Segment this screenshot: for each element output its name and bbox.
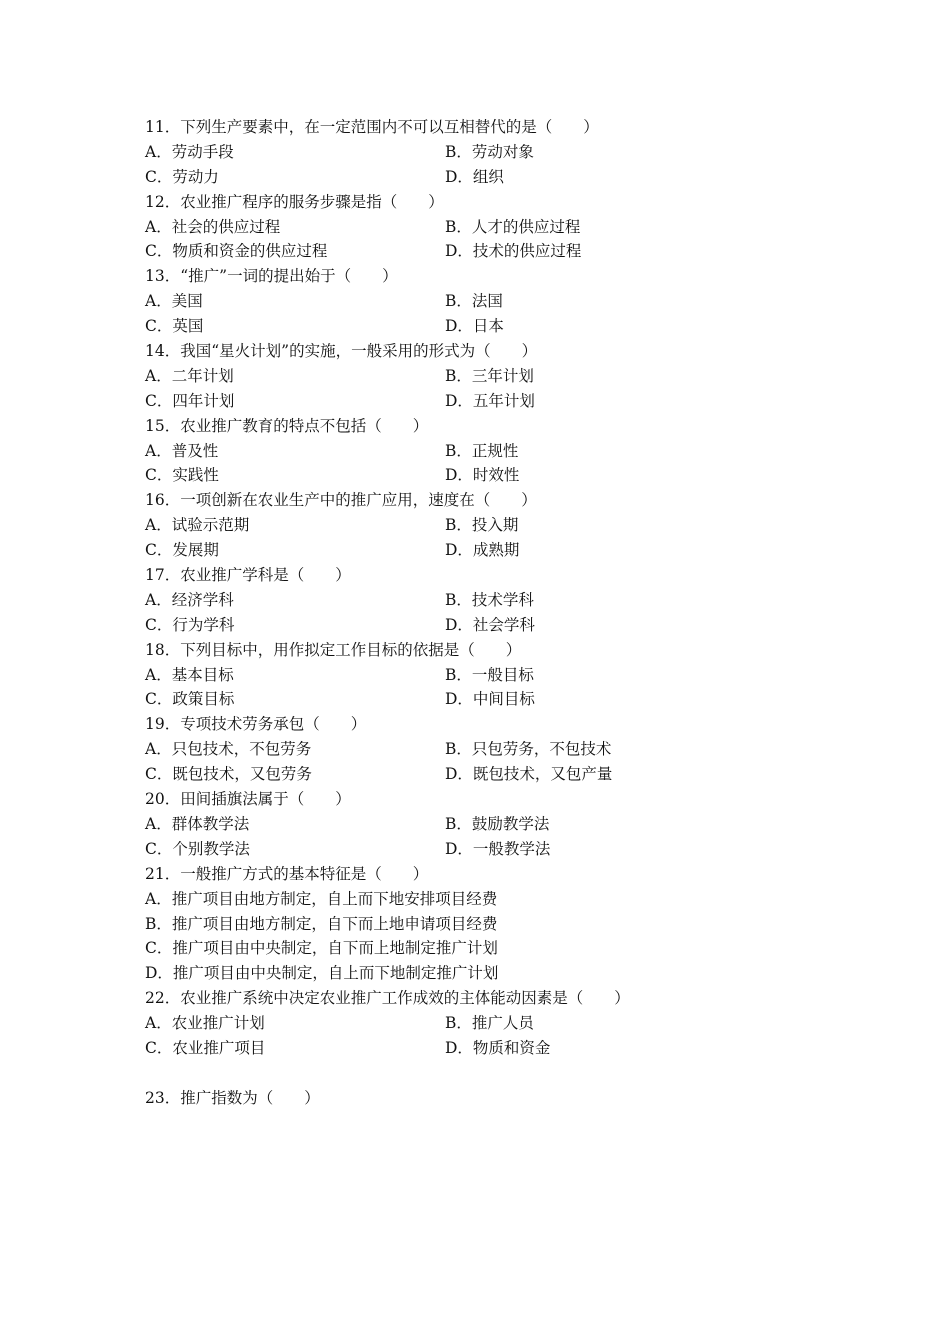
option-row	[145, 588, 765, 613]
option-d: D．社会学科	[445, 615, 535, 634]
question-stem: 15．农业推广教育的特点不包括（ ）	[145, 416, 429, 435]
option-c: C．个别教学法	[145, 839, 250, 858]
question-stem: 11．下列生产要素中，在一定范围内不可以互相替代的是（ ）	[145, 118, 599, 136]
question-stem: 23．推广指数为（ ）	[145, 1088, 320, 1107]
option-row	[145, 289, 765, 314]
option-b: B．法国	[445, 292, 503, 311]
option-row	[145, 463, 765, 488]
question-stem: 17．农业推广学科是（ ）	[145, 566, 351, 585]
option-a: A．社会的供应过程	[145, 217, 281, 236]
option-row	[145, 314, 765, 339]
option-c: C．英国	[145, 317, 204, 336]
option-c: C．行为学科	[145, 615, 235, 634]
option-row	[145, 613, 765, 638]
option-a: A．试验示范期	[145, 516, 250, 535]
option-b: B．技术学科	[445, 590, 534, 609]
option-row	[145, 837, 765, 862]
option-d: D．组织	[445, 167, 504, 186]
option-row	[145, 538, 765, 563]
option-c: C．既包技术，又包劳务	[145, 765, 312, 784]
option-a: A．美国	[145, 292, 203, 311]
option-b: B．三年计划	[445, 366, 534, 385]
option-b: B．推广人员	[445, 1014, 534, 1033]
option-row	[145, 364, 765, 389]
option-row	[145, 687, 765, 712]
option-row	[145, 1011, 765, 1036]
question-stem: 13．“推广”一词的提出始于（ ）	[145, 267, 398, 286]
question-stem: 21．一般推广方式的基本特征是（ ）	[145, 864, 429, 883]
option-b: B．人才的供应过程	[445, 217, 581, 236]
option-row	[145, 439, 765, 464]
option-a: A．农业推广计划	[145, 1014, 265, 1033]
option-a: A．劳动手段	[145, 142, 234, 161]
option-row	[145, 812, 765, 837]
option-d: D．时效性	[445, 466, 520, 485]
option-d: D．既包技术，又包产量	[445, 765, 613, 784]
question-stem: 14．我国“星火计划”的实施，一般采用的形式为（ ）	[145, 342, 538, 361]
option-row	[145, 389, 765, 414]
question-stem: 22．农业推广系统中决定农业推广工作成效的主体能动因素是（ ）	[145, 989, 630, 1008]
option-c: C．劳动力	[145, 167, 219, 186]
option-c: C．实践性	[145, 466, 219, 485]
option-d: D．一般教学法	[445, 839, 551, 858]
option-row	[145, 165, 765, 190]
option-c: C．四年计划	[145, 391, 235, 410]
option-d: D．成熟期	[445, 541, 520, 560]
option-d: D．技术的供应过程	[445, 242, 582, 261]
option-row	[145, 239, 765, 264]
option-a: A．二年计划	[145, 366, 234, 385]
option-row	[145, 737, 765, 762]
option-row	[145, 215, 765, 240]
option-a: A．群体教学法	[145, 814, 250, 833]
option-a: A．普及性	[145, 441, 219, 460]
option-b: B．推广项目由地方制定，自下而上地申请项目经费	[145, 914, 498, 933]
option-a: A．经济学科	[145, 590, 234, 609]
option-row	[145, 1036, 765, 1061]
question-stem: 20．田间插旗法属于（ ）	[145, 790, 351, 809]
option-c: C．推广项目由中央制定，自下而上地制定推广计划	[145, 939, 498, 958]
option-b: B．投入期	[445, 516, 519, 535]
option-a: A．推广项目由地方制定，自上而下地安排项目经费	[145, 889, 498, 908]
question-stem: 12．农业推广程序的服务步骤是指（ ）	[145, 192, 444, 211]
option-d: D．日本	[445, 317, 504, 336]
option-b: B．正规性	[445, 441, 519, 460]
question-list	[145, 115, 765, 1111]
option-c: C．农业推广项目	[145, 1038, 266, 1057]
option-b: B．一般目标	[445, 665, 534, 684]
question-stem: 19．专项技术劳务承包（ ）	[145, 715, 367, 734]
option-d: D．推广项目由中央制定，自上而下地制定推广计划	[145, 964, 499, 983]
option-row	[145, 513, 765, 538]
option-b: B．劳动对象	[445, 142, 534, 161]
option-a: A．只包技术，不包劳务	[145, 740, 312, 759]
option-c: C．政策目标	[145, 690, 235, 709]
question-stem: 18．下列目标中，用作拟定工作目标的依据是（ ）	[145, 640, 522, 659]
option-c: C．物质和资金的供应过程	[145, 242, 328, 261]
option-row	[145, 663, 765, 688]
option-d: D．五年计划	[445, 391, 535, 410]
option-b: B．只包劳务，不包技术	[445, 740, 612, 759]
option-c: C．发展期	[145, 541, 219, 560]
option-a: A．基本目标	[145, 665, 234, 684]
question-stem: 16．一项创新在农业生产中的推广应用，速度在（ ）	[145, 491, 537, 510]
option-d: D．物质和资金	[445, 1038, 551, 1057]
spacer	[145, 1061, 765, 1086]
option-row	[145, 140, 765, 165]
option-d: D．中间目标	[445, 690, 535, 709]
option-b: B．鼓励教学法	[445, 814, 550, 833]
option-row	[145, 762, 765, 787]
